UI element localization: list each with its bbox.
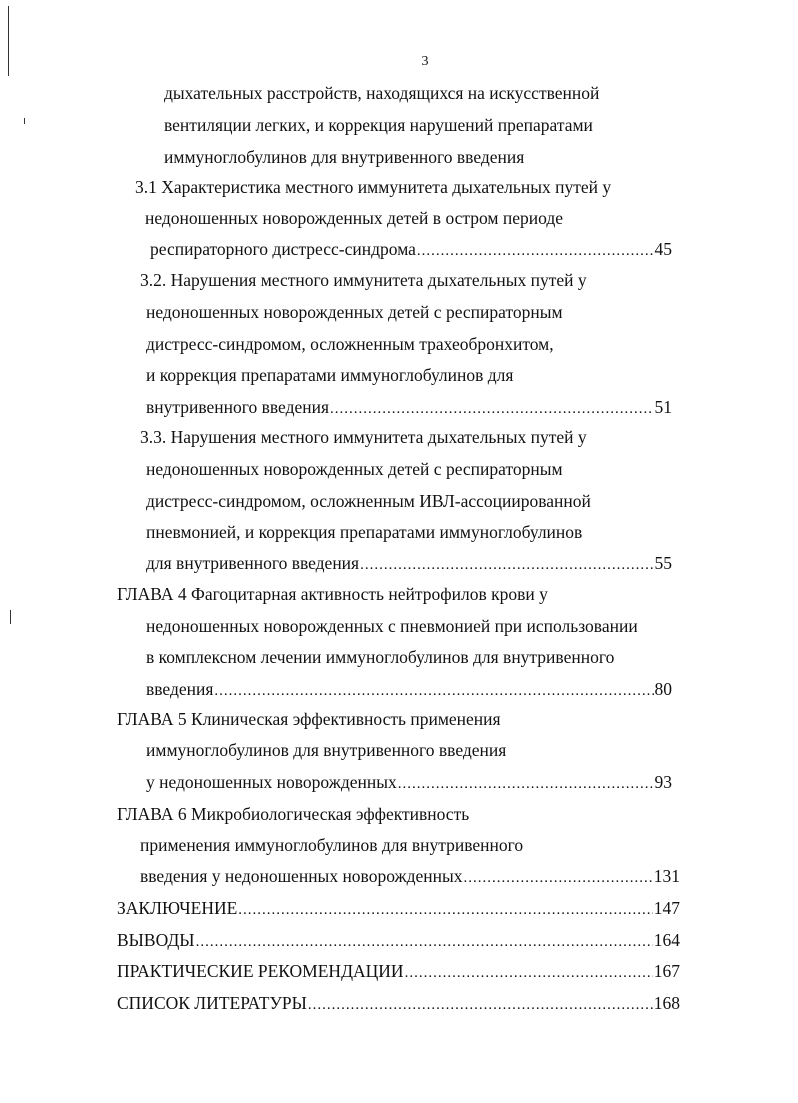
toc-label: ВЫВОДЫ: [117, 930, 195, 950]
toc-leader: [214, 678, 653, 704]
toc-line: дистресс-синдромом, осложненным трахеобронхитом,: [146, 334, 554, 354]
toc-line: иммуноглобулинов для внутривенного введения: [164, 147, 525, 167]
toc-entry-chapter-5: [146, 769, 672, 795]
toc-line: 3.3. Нарушения местного иммунитета дыхательных путей у: [140, 427, 587, 447]
toc-entry-conclusion: [117, 895, 680, 921]
toc-page-number: 147: [653, 898, 680, 918]
toc-label: респираторного дистресс-синдрома: [150, 239, 416, 259]
toc-line: ГЛАВА 6 Микробиологическая эффективность: [117, 804, 470, 824]
toc-page-number: 167: [653, 961, 680, 981]
toc-line: 3.2. Нарушения местного иммунитета дыхательных путей у: [140, 270, 587, 290]
scan-mark: [24, 118, 25, 124]
toc-line: 3.1 Характеристика местного иммунитета дыхательных путей у: [135, 177, 612, 197]
toc-entry-3-2: [146, 394, 672, 420]
toc-label: СПИСОК ЛИТЕРАТУРЫ: [117, 993, 307, 1013]
toc-line: ГЛАВА 4 Фагоцитарная активность нейтрофилов крови у: [117, 584, 548, 604]
toc-line: иммуноглобулинов для внутривенного введения: [146, 740, 507, 760]
toc-entry-findings: [117, 927, 680, 953]
toc-label: внутривенного введения: [146, 397, 330, 417]
toc-label: введения: [146, 679, 214, 699]
toc-line: и коррекция препаратами иммуноглобулинов для: [146, 365, 514, 385]
toc-leader: [360, 552, 653, 578]
toc-line: пневмонией, и коррекция препаратами иммуноглобулинов: [146, 522, 583, 542]
scan-mark: [10, 610, 11, 624]
toc-line: ГЛАВА 5 Клиническая эффективность применения: [117, 709, 501, 729]
toc-line: дистресс-синдромом, осложненным ИВЛ-ассоциированной: [146, 491, 591, 511]
toc-label: для внутривенного введения: [146, 553, 360, 573]
toc-page-number: 93: [654, 772, 672, 792]
toc-label: введения у недоношенных новорожденных: [140, 866, 463, 886]
toc-leader: [330, 396, 653, 422]
toc-leader: [405, 960, 653, 986]
toc-page-number: 164: [653, 930, 680, 950]
toc-page-number: 131: [653, 866, 680, 886]
toc-leader: [398, 771, 654, 797]
toc-line: недоношенных новорожденных детей в остром периоде: [145, 208, 564, 228]
toc-line: в комплексном лечении иммуноглобулинов для внутривенного: [146, 647, 615, 667]
page-number: 3: [421, 54, 429, 69]
toc-page-number: 80: [654, 679, 672, 699]
toc-entry-3-3: [146, 550, 672, 576]
toc-page-number: 55: [654, 553, 672, 573]
toc-entry-chapter-6: [140, 863, 680, 889]
toc-line: вентиляции легких, и коррекция нарушений препаратами: [164, 115, 593, 135]
toc-leader: [308, 992, 653, 1018]
toc-leader: [464, 865, 653, 891]
scan-mark: [8, 6, 9, 76]
toc-entry-3-1: [150, 236, 672, 262]
toc-entry-references: [117, 990, 680, 1016]
toc-page-number: 51: [654, 397, 672, 417]
toc-line: применения иммуноглобулинов для внутривенного: [140, 835, 524, 855]
toc-leader: [238, 897, 652, 923]
toc-page-number: 45: [654, 239, 672, 259]
toc-entry-recommendations: [117, 958, 680, 984]
toc-line: недоношенных новорожденных детей с респираторным: [146, 302, 563, 322]
toc-page-number: 168: [653, 993, 680, 1013]
toc-entry-chapter-4: [146, 676, 672, 702]
toc-label: ПРАКТИЧЕСКИЕ РЕКОМЕНДАЦИИ: [117, 961, 404, 981]
toc-leader: [417, 238, 654, 264]
toc-label: ЗАКЛЮЧЕНИЕ: [117, 898, 238, 918]
toc-leader: [196, 929, 653, 955]
toc-label: у недоношенных новорожденных: [146, 772, 397, 792]
toc-line: недоношенных новорожденных с пневмонией при использовании: [146, 616, 638, 636]
toc-line: дыхательных расстройств, находящихся на искусственной: [164, 83, 600, 103]
toc-line: недоношенных новорожденных детей с респираторным: [146, 459, 563, 479]
